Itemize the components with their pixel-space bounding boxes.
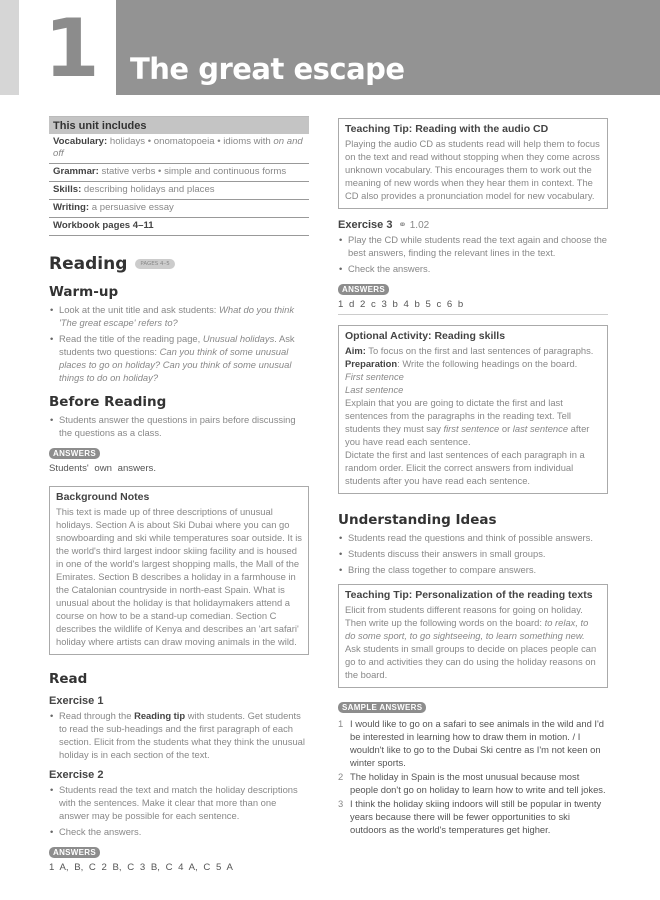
item-italic: Unusual holidays: [202, 333, 275, 344]
board-heading-first: [345, 370, 601, 383]
includes-row-writing: [49, 200, 309, 218]
row-label: Vocabulary:: [53, 136, 108, 147]
list-item: [338, 770, 608, 796]
item-number: 3: [338, 798, 344, 809]
text: or: [499, 423, 513, 434]
includes-row-grammar: [49, 164, 309, 182]
page-title: The great escape: [130, 52, 405, 86]
list-item: • Check the answers.: [338, 262, 608, 275]
exercise-3-heading: [338, 219, 608, 231]
includes-row-workbook: Workbook pages 4–11: [49, 218, 309, 236]
item-text: Look at the unit title and ask students:: [59, 304, 219, 315]
exercise-1-list: [49, 709, 309, 761]
list-item: • Bring the class together to compare answers.: [338, 563, 608, 576]
understanding-ideas-list: [338, 531, 608, 576]
italic-text: First sentence: [345, 371, 404, 382]
background-notes-title: Background Notes: [56, 491, 150, 503]
warmup-heading: Warm-up: [49, 284, 119, 300]
before-reading-list: [49, 413, 309, 439]
understanding-ideas-heading: Understanding Ideas: [338, 512, 497, 528]
optional-activity-box: [338, 325, 608, 494]
optional-activity-title: Optional Activity: Reading skills: [345, 330, 506, 342]
item-text: . Ask students two questions:: [59, 333, 295, 357]
item-text: I think the holiday skiing indoors will still be popular in twenty years because there will be fewer opportunities to ski outdoors as the world's temperatures get higher.: [350, 798, 602, 835]
list-item: • Check the answers.: [49, 825, 309, 838]
unit-number: 1: [44, 2, 98, 95]
includes-row-skills: [49, 182, 309, 200]
optional-activity-aim: [345, 344, 601, 357]
right-column: [338, 116, 608, 837]
exercise-3-list: [338, 233, 608, 275]
text: Elicit from students different reasons for going on holiday. Then write up the following words on the board:: [345, 604, 583, 628]
teaching-tip-audio-title: Teaching Tip: Reading with the audio CD: [345, 123, 549, 135]
warmup-list: [49, 303, 309, 384]
row-italic: on and off: [53, 136, 303, 159]
row-label: Skills:: [53, 184, 82, 195]
page-edge-stripe: [0, 0, 19, 95]
item-text: I would like to go on a safari to see animals in the wild and I'd be interested in learning how to draw them in motion. / I wouldn't like to go to the Dubai Ski centre as I'm not keen on winter sports.: [350, 718, 605, 768]
list-item: [338, 717, 608, 769]
optional-activity-para-2: Dictate the first and last sentences of each paragraph in a random order. Elicit the correct answers from individual students after you have read each sentence.: [345, 449, 585, 486]
read-heading: Read: [49, 671, 88, 687]
list-item: • Students discuss their answers in small groups.: [338, 547, 608, 560]
answers-text: 1 d 2 c 3 b 4 b 5 c 6 b: [338, 299, 464, 310]
item-text: The holiday in Spain is the most unusual because most people don't go on holiday to learn how to write and tell jokes.: [350, 771, 606, 795]
answers-badge: ANSWERS: [49, 847, 100, 858]
row-label: Writing:: [53, 202, 90, 213]
reading-heading-text: Reading: [49, 254, 128, 274]
prep-label: Preparation: [345, 358, 398, 369]
row-label: Grammar:: [53, 166, 99, 177]
row-text: holidays • onomatopoeia • idioms with: [107, 136, 274, 147]
sample-answers-badge: SAMPLE ANSWERS: [338, 702, 426, 713]
text: after you have read each sentence.: [345, 423, 590, 447]
italic-text: to relax, to do some sport, to go sightseeing, to learn something new.: [345, 617, 589, 641]
background-notes-box: [49, 486, 309, 655]
item-text: with students. Get students to read the sub-headings and the first paragraph of each section. Elicit from the students what they think the unusual holiday is in each section of the text.: [59, 710, 305, 760]
optional-activity-prep: [345, 357, 601, 370]
item-text: Read the title of the reading page,: [59, 333, 203, 344]
item-italic: Can you think of some unusual places to go on holiday? Can you think of some unusual things to do on holiday?: [59, 346, 292, 383]
item-number: 2: [338, 771, 344, 782]
sample-answers-list: [338, 717, 608, 836]
item-italic: What do you think 'The great escape' refers to?: [59, 304, 295, 328]
answers-badge: ANSWERS: [49, 448, 100, 459]
pages-badge: PAGES 4–5: [135, 259, 174, 269]
optional-activity-para-1: [345, 396, 601, 448]
unit-includes-table: [49, 116, 309, 236]
aim-text: To focus on the first and last sentences of paragraphs.: [365, 345, 594, 356]
list-item: • Students read the text and match the holiday descriptions with the sentences. Make it clear that more than one answer may be possible for each sentence.: [49, 783, 309, 822]
list-item: • Play the CD while students read the text again and choose the best answers, finding the relevant lines in the text.: [338, 233, 608, 259]
section-heading-reading: [49, 254, 309, 274]
item-bold: Reading tip: [134, 710, 186, 721]
divider: [338, 314, 608, 315]
teaching-tip-audio-box: [338, 118, 608, 209]
exercise-2-heading: Exercise 2: [49, 769, 104, 781]
before-reading-heading: Before Reading: [49, 394, 167, 410]
row-text: describing holidays and places: [81, 184, 215, 195]
audio-track-number: 1.02: [409, 220, 430, 231]
list-item: [49, 709, 309, 761]
exercise-3-label: Exercise 3: [338, 219, 393, 231]
answers-text: Students' own answers.: [49, 463, 157, 474]
title-banner: [116, 0, 660, 95]
prep-text: : Write the following headings on the board.: [397, 358, 578, 369]
unit-includes-heading: This unit includes: [49, 117, 309, 134]
left-column: [49, 116, 309, 873]
background-notes-body: This text is made up of three descriptions of unusual holidays. Section A is about Ski Dubai where you can go snowboarding and ski while temperatures soar outside. It is the world's third largest indoor skiing facility and is housed in one of the world's largest shopping malls, the Mall of the Emirates. Section B describes a holiday in a farmhouse in the Catalonian countryside in north-east Spain. What is unusual about the holiday is that holidaymakers attend a course on how to be a stand-up comedian. Section C describes the wildlife of Kenya and describes an 'art safari' holiday where artists can draw moving animals in the wild.: [56, 506, 302, 647]
teaching-tip-personalization-body: [345, 603, 601, 681]
list-item: [338, 797, 608, 836]
italic-text: Last sentence: [345, 384, 404, 395]
exercise-1-heading: Exercise 1: [49, 695, 104, 707]
list-item: • Students answer the questions in pairs before discussing the questions as a class.: [49, 413, 309, 439]
teaching-tip-audio-body: Playing the audio CD as students read will help them to focus on the text and read without stopping when they come across unknown vocabulary. This encourages them to work out the meaning of new words when they hear them in context. The CD also provides a pronunciation model for new vocabulary.: [345, 138, 600, 201]
list-item: • Students read the questions and think of possible answers.: [338, 531, 608, 544]
answers-badge: ANSWERS: [338, 284, 389, 295]
italic-text: first sentence: [443, 423, 500, 434]
text: Ask students in small groups to decide on places people can go to and activities they can do using the holiday reasons on the board.: [345, 643, 597, 680]
item-number: 1: [338, 718, 344, 729]
list-item: [49, 303, 309, 329]
audio-cd-icon: ⚭: [395, 220, 407, 231]
exercise-2-list: [49, 783, 309, 838]
list-item: [49, 332, 309, 384]
text: Explain that you are going to dictate the first and last sentences from the paragraphs in the reading text. Tell students they must say: [345, 397, 572, 434]
includes-row-vocabulary: [49, 134, 309, 164]
aim-label: Aim:: [345, 345, 366, 356]
teaching-tip-personalization-title: Teaching Tip: Personalization of the reading texts: [345, 589, 593, 601]
answers-text: 1 A, B, C 2 B, C 3 B, C 4 A, C 5 A: [49, 862, 233, 873]
teaching-tip-personalization-box: [338, 584, 608, 688]
row-text: stative verbs • simple and continuous forms: [98, 166, 287, 177]
item-text: Read through the: [59, 710, 135, 721]
board-heading-last: [345, 383, 601, 396]
row-text: a persuasive essay: [89, 202, 174, 213]
italic-text: last sentence: [512, 423, 569, 434]
